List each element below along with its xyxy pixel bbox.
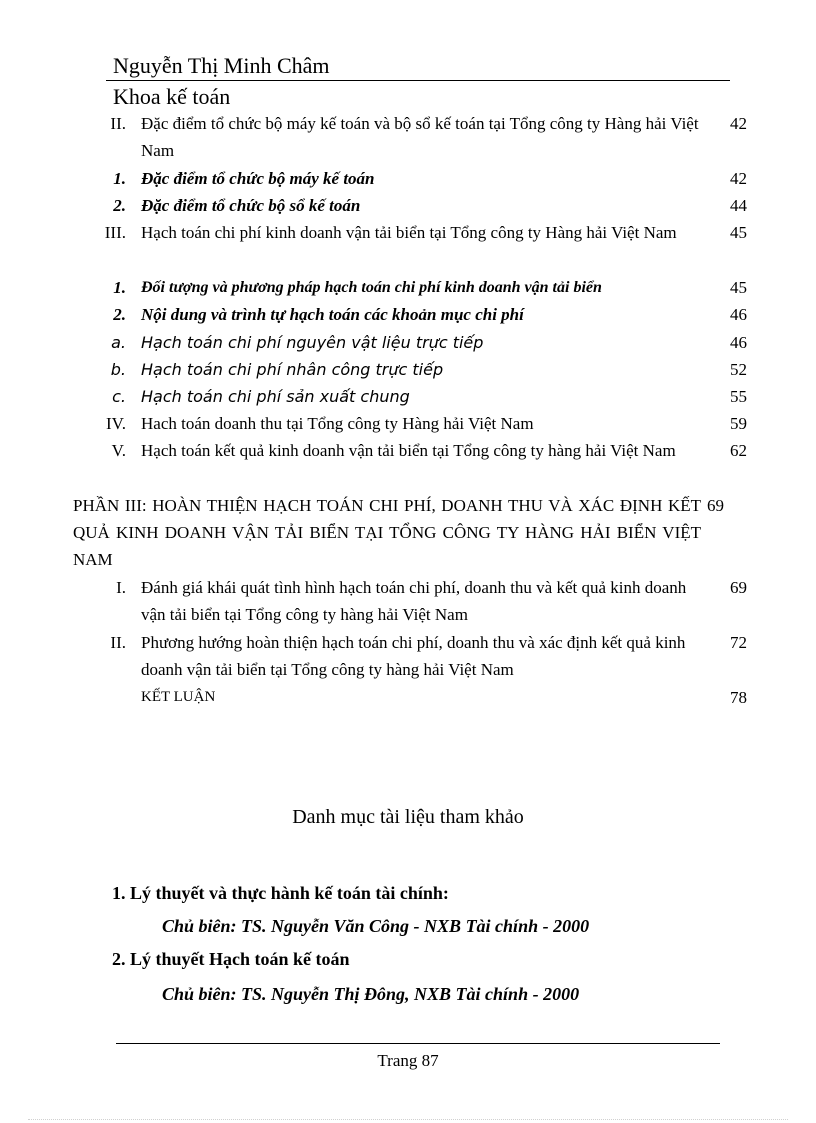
toc-entry [141,356,747,383]
toc-entry [141,329,747,356]
toc-entry [141,629,747,683]
toc-entry-page: 42 [730,169,747,188]
toc-entry-text: Đặc điểm tổ chức bộ sổ kế toán [141,196,361,215]
toc-entry-page: 52 [730,360,747,379]
toc-entry-page: 62 [730,441,747,460]
toc-entry [141,574,747,628]
toc-number: b. [110,360,126,379]
toc-entry [141,192,747,219]
toc-entry-text: Hạch toán chi phí nhân công trực tiếp [141,360,444,379]
toc-entry-page: 78 [730,688,747,707]
toc-entry-text: Hạch toán chi phí kinh doanh vận tải biển tại Tổng công ty Hàng hải Việt Nam [141,223,677,242]
toc-number: IV. [106,414,126,433]
toc-entry-text: Đối tượng và phương pháp hạch toán chi phí kinh doanh vận tải biển [141,279,602,296]
toc-entry-text: Phương hướng hoàn thiện hạch toán chi phí, doanh thu và xác định kết quả kinh doanh vận tải biển tại Tổng công ty hàng hải Việt Nam [141,633,686,679]
toc-entry-text: Đặc điểm tổ chức bộ máy kế toán [141,169,375,188]
toc-entry [141,219,747,246]
toc-entry-page: 72 [730,633,747,652]
toc-number: 1. [113,278,126,297]
toc-entry-page: 69 [707,496,724,515]
toc-number: 2. [113,305,126,324]
toc-entry-text: PHẦN III: HOÀN THIỆN HẠCH TOÁN CHI PHÍ, DOANH THU VÀ XÁC ĐỊNH KẾT QUẢ KINH DOANH VẬN TẢI BIỂN TẠI TỔNG CÔNG TY HÀNG HẢI BIỂN VIỆT NAM [73,496,701,569]
toc-number: III. [104,223,126,242]
page-edge-dotted-line [28,1119,788,1120]
reference-detail: Chủ biên: TS. Nguyễn Thị Đông, NXB Tài chính - 2000 [162,984,580,1004]
toc-entry [141,165,747,192]
header-author: Nguyễn Thị Minh Châm [113,53,330,78]
header-department: Khoa kế toán [113,84,231,109]
toc-entry-page: 45 [730,278,747,297]
toc-entry-text: Đặc điểm tổ chức bộ máy kế toán và bộ sổ kế toán tại Tổng công ty Hàng hải Việt Nam [141,114,699,160]
toc-entry-page: 45 [730,223,747,242]
toc-number: 2. [113,196,126,215]
toc-entry-text: KẾT LUẬN [141,689,216,705]
toc-number: c. [112,387,126,406]
toc-entry-text: Hạch toán kết quả kinh doanh vận tải biển tại Tổng công ty hàng hải Việt Nam [141,441,676,460]
toc-entry [141,383,747,410]
toc-number: 1. [113,169,126,188]
toc-part-heading [73,492,724,573]
toc-entry-text: Hach toán doanh thu tại Tổng công ty Hàng hải Việt Nam [141,414,534,433]
toc-entry [141,437,747,464]
toc-entry-page: 42 [730,114,747,133]
toc-entry-page: 46 [730,305,747,324]
toc-entry [141,110,747,164]
toc-entry-page: 44 [730,196,747,215]
header-rule [106,80,730,81]
reference-title: 1. Lý thuyết và thực hành kế toán tài chính: [112,883,449,903]
toc-entry-page: 55 [730,387,747,406]
toc-entry-text: Nội dung và trình tự hạch toán các khoản mục chi phí [141,305,524,324]
toc-entry-text: Hạch toán chi phí sản xuất chung [141,387,410,406]
footer-page-number: Trang 87 [377,1051,439,1070]
toc-number: a. [111,333,126,352]
references-title: Danh mục tài liệu tham khảo [292,806,524,828]
footer-rule [116,1043,720,1044]
toc-entry-page: 69 [730,578,747,597]
toc-entry [141,301,747,328]
toc-entry-page: 46 [730,333,747,352]
toc-number: I. [116,578,126,597]
toc-number: II. [110,114,126,133]
toc-number: V. [111,441,126,460]
toc-entry-page: 59 [730,414,747,433]
toc-entry [141,274,747,301]
toc-entry [141,410,747,437]
toc-conclusion [141,684,747,711]
toc-entry-text: Đánh giá khái quát tình hình hạch toán chi phí, doanh thu và kết quả kinh doanh vận tải biển tại Tổng công ty hàng hải Việt Nam [141,578,687,624]
toc-entry-text: Hạch toán chi phí nguyên vật liệu trực tiếp [141,333,484,352]
reference-title: 2. Lý thuyết Hạch toán kế toán [112,949,350,969]
toc-number: II. [110,633,126,652]
reference-detail: Chủ biên: TS. Nguyễn Văn Công - NXB Tài chính - 2000 [162,916,590,936]
